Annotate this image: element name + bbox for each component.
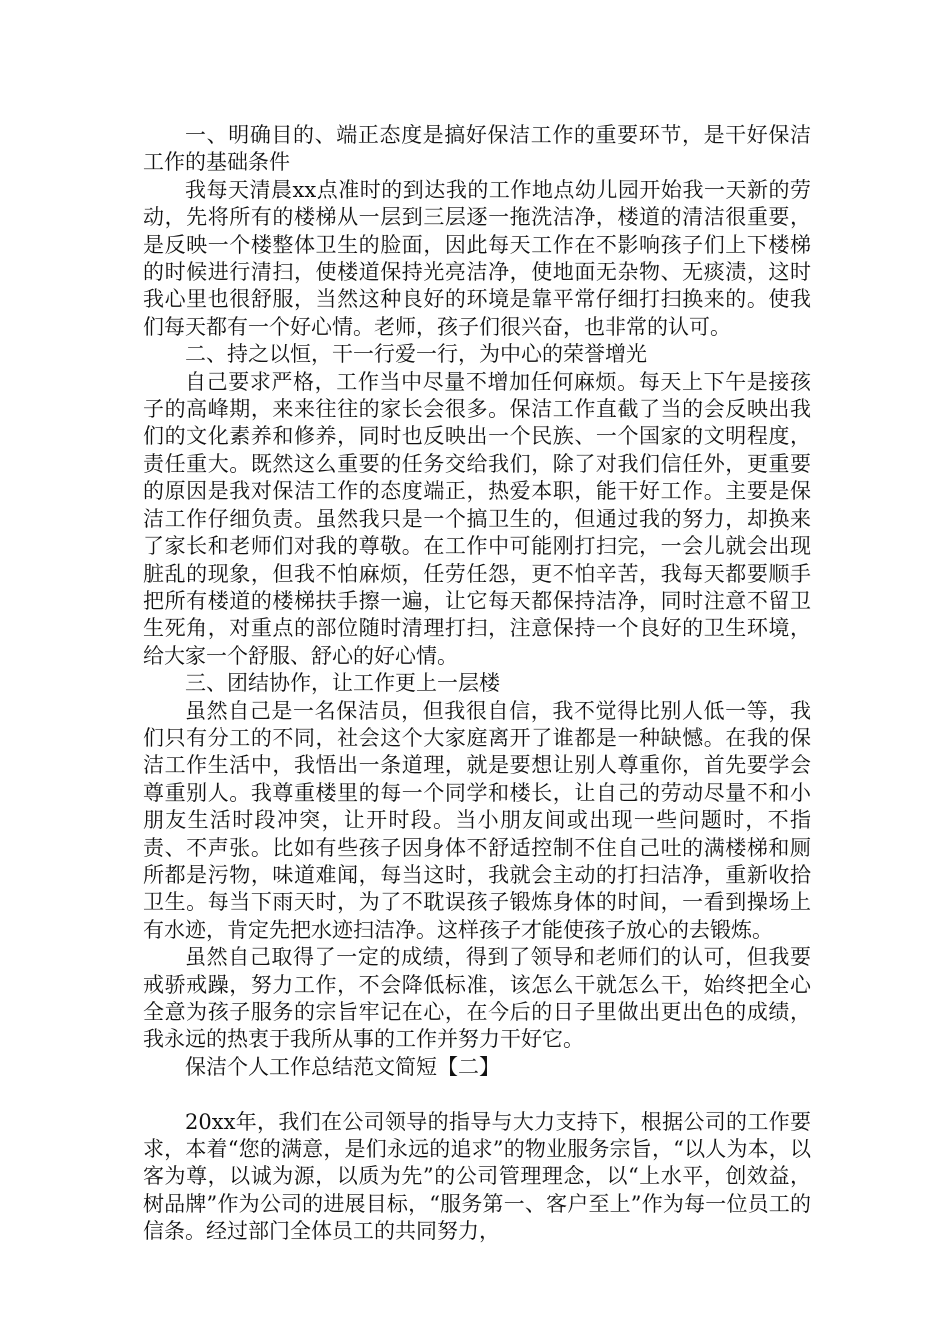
body-paragraph: 虽然自己是一名保洁员，但我很自信，我不觉得比别人低一等，我们只有分工的不同，社会这个大家庭离开了谁都是一种缺憾。在我的保洁工作生活中，我悟出一条道理，就是要想让别人尊重你，首先要学会尊重别人。我尊重楼里的每一个同学和楼长，让自己的劳动尽量不和小朋友生活时段冲突，让开时段。当小朋友间或出现一些问题时，不指责、不声张。比如有些孩子因身体不舒适控制不住自己吐的满楼梯和厕所都是污物，味道难闻，每当这时，我就会主动的打扫洁净，重新收拾卫生。每当下雨天时，为了不耽误孩子锻炼身体的时间，一看到操场上有水迹，肯定先把水迹扫洁净。这样孩子才能使孩子放心的去锻炼。 xyxy=(143,698,811,942)
body-paragraph: 自己要求严格，工作当中尽量不增加任何麻烦。每天上下午是接孩子的高峰期，来来往往的家长会很多。保洁工作直截了当的会反映出我们的文化素养和修养，同时也反映出一个民族、一个国家的文明程度，责任重大。既然这么重要的任务交给我们，除了对我们信任外，更重要的原因是我对保洁工作的态度端正，热爱本职，能干好工作。主要是保洁工作仔细负责。虽然我只是一个搞卫生的，但通过我的努力，却换来了家长和老师们对我的尊敬。在工作中可能刚打扫完，一会儿就会出现脏乱的现象，但我不怕麻烦，任劳任怨，更不怕辛苦，我每天都要顺手把所有楼道的楼梯扶手擦一遍，让它每天都保持洁净，同时注意不留卫生死角，对重点的部位随时清理打扫，注意保持一个良好的卫生环境，给大家一个舒服、舒心的好心情。 xyxy=(143,369,811,668)
section-heading-3: 三、团结协作，让工作更上一层楼 xyxy=(185,671,500,696)
article-title: 保洁个人工作总结范文简短【二】 xyxy=(185,1054,500,1079)
body-paragraph: 我每天清晨xx点准时的到达我的工作地点幼儿园开始我一天新的劳动，先将所有的楼梯从一层到三层逐一拖洗洁净，楼道的清洁很重要，是反映一个楼整体卫生的脸面，因此每天工作在不影响孩子们上下楼梯的时候进行清扫，使楼道保持光亮洁净，使地面无杂物、无痰渍，这时我心里也很舒服，当然这种良好的环境是靠平常仔细打扫换来的。使我们每天都有一个好心情。老师，孩子们很兴奋，也非常的认可。 xyxy=(143,177,811,339)
section-heading-2: 二、持之以恒，干一行爱一行，为中心的荣誉增光 xyxy=(185,342,647,367)
body-paragraph: 虽然自己取得了一定的成绩，得到了领导和老师们的认可，但我要戒骄戒躁，努力工作，不会降低标准，该怎么干就怎么干，始终把全心全意为孩子服务的宗旨牢记在心，在今后的日子里做出更出色的成绩，我永远的热衷于我所从事的工作并努力干好它。 xyxy=(143,945,811,1052)
document-body xyxy=(143,122,811,1246)
body-paragraph: 20xx年，我们在公司领导的指导与大力支持下，根据公司的工作要求，本着“您的满意，是们永远的追求”的物业服务宗旨，“以人为本，以客为尊，以诚为源，以质为先”的公司管理理念，以“上水平，创效益，树品牌”作为公司的进展目标，“服务第一、客户至上”作为每一位员工的信条。经过部门全体员工的共同努力， xyxy=(143,1109,811,1244)
blank-line xyxy=(143,1081,811,1108)
section-heading-1: 一、明确目的、端正态度是搞好保洁工作的重要环节，是干好保洁工作的基础条件 xyxy=(143,123,811,175)
